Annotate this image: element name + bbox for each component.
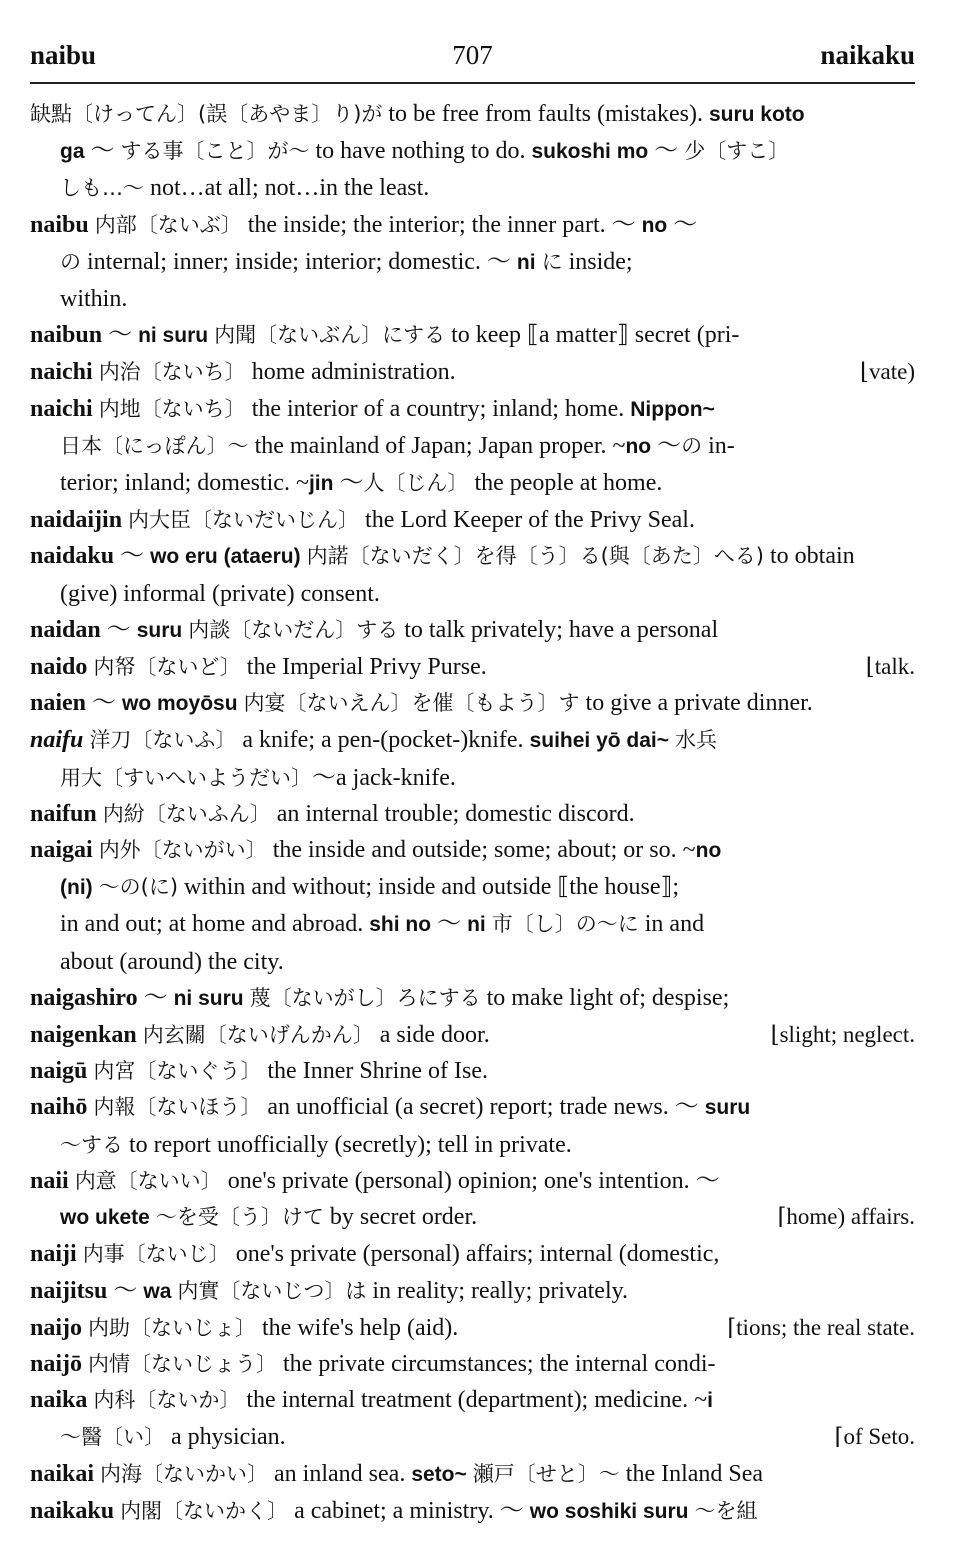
definition-text: in and out; at home and abroad. (60, 911, 370, 938)
japanese-text: 内助〔ないじょ〕 (88, 1315, 257, 1340)
entry-line (30, 649, 915, 685)
romaji-phrase: wa (143, 1279, 172, 1303)
entry-line-content (30, 1310, 458, 1346)
definition-text: in- (702, 432, 735, 459)
headword: naichi (30, 395, 93, 422)
dictionary-entry (30, 1017, 915, 1053)
romaji-phrase: sukoshi mo (531, 140, 649, 164)
headword: naidaku (30, 543, 115, 570)
entry-line (30, 944, 915, 980)
entry-line-content (60, 470, 662, 496)
definition-text: a cabinet; a ministry. ～ (288, 1497, 530, 1524)
dictionary-entry (30, 980, 915, 1017)
dictionary-entry (30, 1163, 915, 1199)
entry-line (30, 428, 915, 465)
definition-text: the wife's help (aid). (256, 1314, 459, 1341)
definition-text: to report unofficially (secretly); tell in private. (123, 1131, 572, 1158)
headword: naigenkan (30, 1022, 137, 1049)
dictionary-entry (30, 832, 915, 980)
dictionary-entry (30, 1089, 915, 1162)
dictionary-entry (30, 685, 915, 722)
entry-line (30, 317, 915, 354)
japanese-text: の (60, 249, 81, 274)
entries-list (30, 96, 915, 1530)
japanese-text: 日本〔にっぽん〕～ (60, 433, 249, 458)
page-number: 707 (452, 40, 493, 70)
dictionary-entry (30, 96, 915, 207)
japanese-text: 内情〔ないじょう〕 (88, 1351, 278, 1376)
entry-line-content (30, 507, 695, 533)
entry-line-content (30, 396, 715, 422)
entry-line (30, 207, 915, 244)
definition-text: ～ (431, 911, 468, 938)
japanese-text: 内報〔ないほう〕 (93, 1095, 262, 1120)
japanese-text: 内宴〔ないえん〕を催〔もよう〕す (243, 691, 580, 716)
dictionary-entry (30, 391, 915, 503)
entry-line-content (30, 837, 721, 863)
entry-line-content (60, 949, 284, 975)
header-last-word: naikaku (820, 40, 915, 70)
japanese-text: 内地〔ないち〕 (98, 396, 246, 421)
definition-text: ～ (86, 690, 123, 717)
entry-line-content (30, 1498, 757, 1524)
definition-text: terior; inland; domestic. ~ (60, 470, 309, 497)
definition-text: ～a jack-knife. (312, 764, 456, 791)
entry-line-content (30, 1351, 716, 1377)
entry-line (30, 538, 915, 575)
entry-line (30, 685, 915, 722)
dictionary-entry (30, 354, 915, 390)
definition-text: internal; inner; inside; interior; domestic. ～ (81, 248, 517, 275)
entry-line (30, 1456, 915, 1493)
entry-line-content (30, 1241, 719, 1267)
entry-line (30, 832, 915, 869)
entry-line (30, 1346, 915, 1382)
japanese-text: 水兵 (675, 728, 718, 753)
definition-text: a knife; a pen-(pocket-)knife. (236, 727, 530, 754)
definition-text: the Imperial Privy Purse. (240, 654, 487, 681)
dictionary-entry (30, 1273, 915, 1310)
definition-text: the Inner Shrine of Ise. (261, 1058, 488, 1085)
headword: naigai (30, 837, 93, 864)
japanese-text: する事〔こと〕が～ (120, 139, 310, 164)
definition-text: ～ (100, 616, 137, 643)
romaji-phrase: ni (467, 913, 486, 937)
dictionary-entry (30, 1199, 915, 1236)
entry-line-content (30, 727, 717, 753)
overflow-continuation: ⌈home) affairs. (777, 1204, 915, 1230)
headword: naika (30, 1387, 88, 1414)
definition-text: ～ (137, 984, 174, 1011)
definition-text: home administration. (245, 359, 456, 386)
entry-line-content (60, 1199, 477, 1236)
entry-line-content (30, 1168, 720, 1194)
romaji-phrase: wo soshiki suru (529, 1499, 689, 1523)
dictionary-entry (30, 1419, 915, 1455)
headword: naigū (30, 1058, 88, 1085)
japanese-text: 内事〔ないじ〕 (82, 1242, 230, 1267)
dictionary-entry (30, 1382, 915, 1419)
entry-line-content (30, 1017, 490, 1053)
definition-text: to have nothing to do. (309, 138, 532, 165)
page-header (30, 40, 915, 76)
definition-text: the inside; the interior; the inner part. ～ (241, 211, 642, 238)
japanese-text: ～する (60, 1132, 123, 1157)
header-rule (30, 82, 915, 84)
definition-text: ～ (114, 543, 151, 570)
japanese-text: の (681, 433, 703, 458)
entry-line-content (30, 985, 729, 1011)
dictionary-entry (30, 1310, 915, 1346)
definition-text: one's private (personal) opinion; one's intention. ～ (221, 1167, 720, 1194)
japanese-text: 蔑〔ないがし〕ろにする (249, 985, 481, 1010)
definition-text: ～ (667, 211, 698, 238)
romaji-phrase: Nippon~ (630, 397, 715, 421)
definition-text: in and (638, 911, 705, 938)
definition-text: the mainland of Japan; Japan proper. ~ (248, 432, 626, 459)
entry-line (30, 1382, 915, 1419)
entry-line (30, 1273, 915, 1310)
definition-text: about (around) the city. (60, 948, 284, 975)
entry-line (30, 576, 915, 612)
definition-text: the interior of a country; inland; home. (245, 395, 631, 422)
entry-line (30, 1199, 915, 1236)
entry-line-content (30, 101, 805, 127)
dictionary-entry (30, 1493, 915, 1530)
entry-line (30, 465, 915, 502)
header-first-word: naibu (30, 40, 97, 70)
headword: naifun (30, 800, 97, 827)
japanese-text: 内實〔ないじつ〕は (177, 1278, 367, 1303)
japanese-text: ～醫〔い〕 (60, 1425, 165, 1450)
dictionary-entry (30, 1053, 915, 1089)
japanese-text: 内宮〔ないぐう〕 (93, 1059, 262, 1084)
entry-line (30, 502, 915, 538)
entry-line-content (30, 1278, 628, 1304)
japanese-text: 用大〔すいへいようだい〕 (60, 765, 312, 790)
headword: naien (30, 690, 87, 717)
entry-line (30, 1493, 915, 1530)
overflow-continuation: ⌈of Seto. (834, 1424, 915, 1450)
overflow-continuation: ⌊vate) (860, 359, 915, 385)
dictionary-entry (30, 612, 915, 649)
dictionary-entry (30, 317, 915, 354)
definition-text: one's private (personal) affairs; internal (domestic, (229, 1241, 720, 1268)
headword: naifu (30, 727, 84, 754)
romaji-phrase: suru koto (708, 103, 805, 126)
romaji-phrase: no (641, 213, 668, 237)
romaji-phrase: shi no (369, 913, 432, 937)
japanese-text: ～の(に) (98, 875, 179, 900)
entry-line-content (60, 249, 633, 275)
headword: naibun (30, 322, 103, 349)
entry-line-content (30, 801, 635, 827)
romaji-phrase: ni (516, 250, 536, 274)
definition-text: an unofficial (a secret) report; trade news. ～ (261, 1094, 705, 1121)
entry-line (30, 170, 915, 206)
entry-line (30, 391, 915, 428)
headword: naikai (30, 1460, 95, 1487)
japanese-text: 少〔すこ〕 (684, 139, 790, 164)
romaji-phrase: ni suru (138, 324, 209, 348)
definition-text: inside; (562, 248, 633, 275)
overflow-continuation: ⌈tions; the real state. (727, 1314, 915, 1340)
headword: naii (30, 1167, 69, 1194)
definition-text: to give a private dinner. (579, 690, 813, 717)
definition-text: to talk privately; have a personal (398, 616, 719, 643)
headword: naido (30, 654, 88, 681)
japanese-text: 内大臣〔ないだいじん〕 (128, 508, 360, 533)
definition-text: to keep ⟦a matter⟧ secret (pri- (445, 322, 740, 349)
definition-text: within. (60, 286, 128, 313)
japanese-text: 市〔し〕の～に (491, 912, 639, 937)
entry-line-content (30, 212, 697, 238)
entry-line-content (60, 1419, 286, 1455)
japanese-text: 内部〔ないぶ〕 (94, 212, 242, 237)
entry-line (30, 133, 915, 170)
dictionary-entry (30, 1346, 915, 1382)
entry-line-content (30, 617, 718, 643)
definition-text: the private circumstances; the internal condi- (277, 1350, 716, 1377)
entry-line-content (30, 1387, 713, 1413)
headword: naijō (30, 1350, 83, 1377)
dictionary-entry (30, 207, 915, 318)
definition-text: ～ (651, 432, 682, 459)
overflow-continuation: ⌊talk. (865, 654, 915, 680)
dictionary-entry (30, 1456, 915, 1493)
entry-line-content (30, 1461, 763, 1487)
headword: naibu (30, 211, 89, 238)
romaji-phrase: ga (60, 140, 85, 164)
definition-text: an internal trouble; domestic discord. (270, 800, 635, 827)
romaji-phrase: suihei yō dai~ (529, 729, 670, 753)
dictionary-entry (30, 722, 915, 795)
entry-line (30, 1310, 915, 1346)
romaji-phrase: no (625, 434, 652, 458)
headword: naidan (30, 616, 101, 643)
japanese-text: 洋刀〔ないふ〕 (89, 728, 237, 753)
entry-line-content (60, 765, 456, 791)
entry-line-content (30, 1094, 750, 1120)
entry-line (30, 244, 915, 281)
japanese-text: 内外〔ないがい〕 (98, 838, 267, 863)
japanese-text: 内意〔ないい〕 (74, 1168, 222, 1193)
entry-line (30, 96, 915, 133)
definition-text: the internal treatment (department); medicine. ~ (240, 1387, 708, 1414)
definition-text: ～ (333, 470, 364, 497)
entry-line (30, 612, 915, 649)
entry-line (30, 1089, 915, 1126)
headword: naichi (30, 359, 93, 386)
definition-text: (give) informal (private) consent. (60, 580, 380, 607)
definition-text: to obtain (763, 543, 855, 570)
romaji-phrase: wo ukete (60, 1206, 150, 1230)
romaji-phrase: (ni) (60, 876, 93, 900)
overflow-continuation: ⌊slight; neglect. (770, 1022, 915, 1048)
dictionary-entry (30, 1236, 915, 1272)
definition-text: the inside and outside; some; about; or so. ~ (266, 837, 696, 864)
entry-line (30, 354, 915, 390)
japanese-text: ～を受〔う〕けて (155, 1205, 324, 1230)
entry-line (30, 1053, 915, 1089)
japanese-text: 内帑〔ないど〕 (93, 655, 241, 680)
definition-text: ～ (102, 322, 139, 349)
romaji-phrase: ni suru (173, 986, 244, 1010)
entry-line (30, 796, 915, 832)
japanese-text: 瀬戸〔せと〕～ (472, 1461, 620, 1486)
definition-text: not…at all; not…in the least. (144, 175, 430, 202)
definition-text: a physician. (165, 1424, 286, 1451)
definition-text: an inland sea. (268, 1460, 412, 1487)
japanese-text: 内諾〔ないだく〕を得〔う〕る(與〔あた〕へる) (306, 544, 764, 569)
dictionary-entry (30, 502, 915, 538)
entry-line (30, 1127, 915, 1163)
definition-text: the Lord Keeper of the Privy Seal. (359, 507, 695, 534)
japanese-text: 内科〔ないか〕 (93, 1388, 241, 1413)
entry-line (30, 722, 915, 759)
romaji-phrase: no (695, 839, 722, 863)
headword: naikaku (30, 1497, 115, 1524)
japanese-text: 人〔じん〕 (363, 471, 469, 496)
definition-text: in reality; really; privately. (366, 1277, 629, 1304)
japanese-text: 内閣〔ないかく〕 (120, 1498, 289, 1523)
romaji-phrase: jin (308, 472, 334, 496)
japanese-text: 内紛〔ないふん〕 (102, 801, 271, 826)
definition-text: by secret order. (323, 1204, 478, 1231)
japanese-text: 内海〔ないかい〕 (100, 1461, 269, 1486)
entry-line (30, 869, 915, 906)
headword: naihō (30, 1094, 88, 1121)
headword: naidaijin (30, 507, 123, 534)
entry-line-content (30, 649, 487, 685)
definition-text: the people at home. (468, 470, 663, 497)
headword: naigashiro (30, 984, 138, 1011)
dictionary-entry (30, 538, 915, 611)
romaji-phrase: suru (136, 618, 183, 642)
entry-line-content (60, 138, 789, 164)
entry-line-content (60, 286, 127, 312)
entry-line-content (30, 1058, 488, 1084)
entry-line (30, 906, 915, 943)
definition-text: a side door. (373, 1022, 490, 1049)
definition-text: to be free from faults (mistakes). (382, 101, 709, 127)
entry-line-content (30, 354, 456, 390)
entry-line (30, 1236, 915, 1272)
dictionary-entry (30, 796, 915, 832)
definition-text: the Inland Sea (619, 1460, 764, 1487)
japanese-text: ～を組 (694, 1498, 758, 1523)
dictionary-entry (30, 649, 915, 685)
entry-line (30, 980, 915, 1017)
entry-line-content (60, 911, 704, 937)
japanese-text: しも…～ (60, 176, 144, 201)
romaji-phrase: suru (704, 1096, 751, 1120)
romaji-phrase: i (707, 1389, 714, 1413)
japanese-text: 内談〔ないだん〕する (188, 617, 399, 642)
definition-text: to make light of; despise; (480, 984, 730, 1011)
romaji-phrase: wo moyōsu (122, 692, 238, 716)
entry-line-content (60, 433, 735, 459)
romaji-phrase: seto~ (411, 1462, 467, 1486)
entry-line-content (30, 543, 855, 569)
romaji-phrase: wo eru (ataeru) (150, 545, 301, 569)
definition-text: within and without; inside and outside ⟦the house⟧; (178, 874, 680, 901)
definition-text: ～ (84, 138, 121, 165)
headword: naijitsu (30, 1277, 108, 1304)
japanese-text: 内聞〔ないぶん〕にする (214, 323, 446, 348)
japanese-text: 内玄關〔ないげんかん〕 (142, 1023, 374, 1048)
entry-line-content (30, 690, 813, 716)
entry-line (30, 1017, 915, 1053)
headword: naijo (30, 1314, 83, 1341)
japanese-text: に (541, 249, 563, 274)
entry-line-content (30, 322, 739, 348)
japanese-text: 内治〔ないち〕 (98, 360, 246, 385)
entry-line (30, 760, 915, 796)
entry-line-content (60, 175, 429, 201)
entry-line-content (60, 1132, 572, 1158)
headword: naiji (30, 1241, 77, 1268)
entry-line (30, 1163, 915, 1199)
definition-text: ～ (107, 1277, 144, 1304)
definition-text: ～ (648, 138, 685, 165)
entry-line (30, 281, 915, 317)
entry-line (30, 1419, 915, 1455)
entry-line-content (60, 581, 380, 607)
entry-line-content (60, 874, 679, 900)
japanese-text: 缺點〔けってん〕(誤〔あやま〕り)が (30, 102, 383, 126)
